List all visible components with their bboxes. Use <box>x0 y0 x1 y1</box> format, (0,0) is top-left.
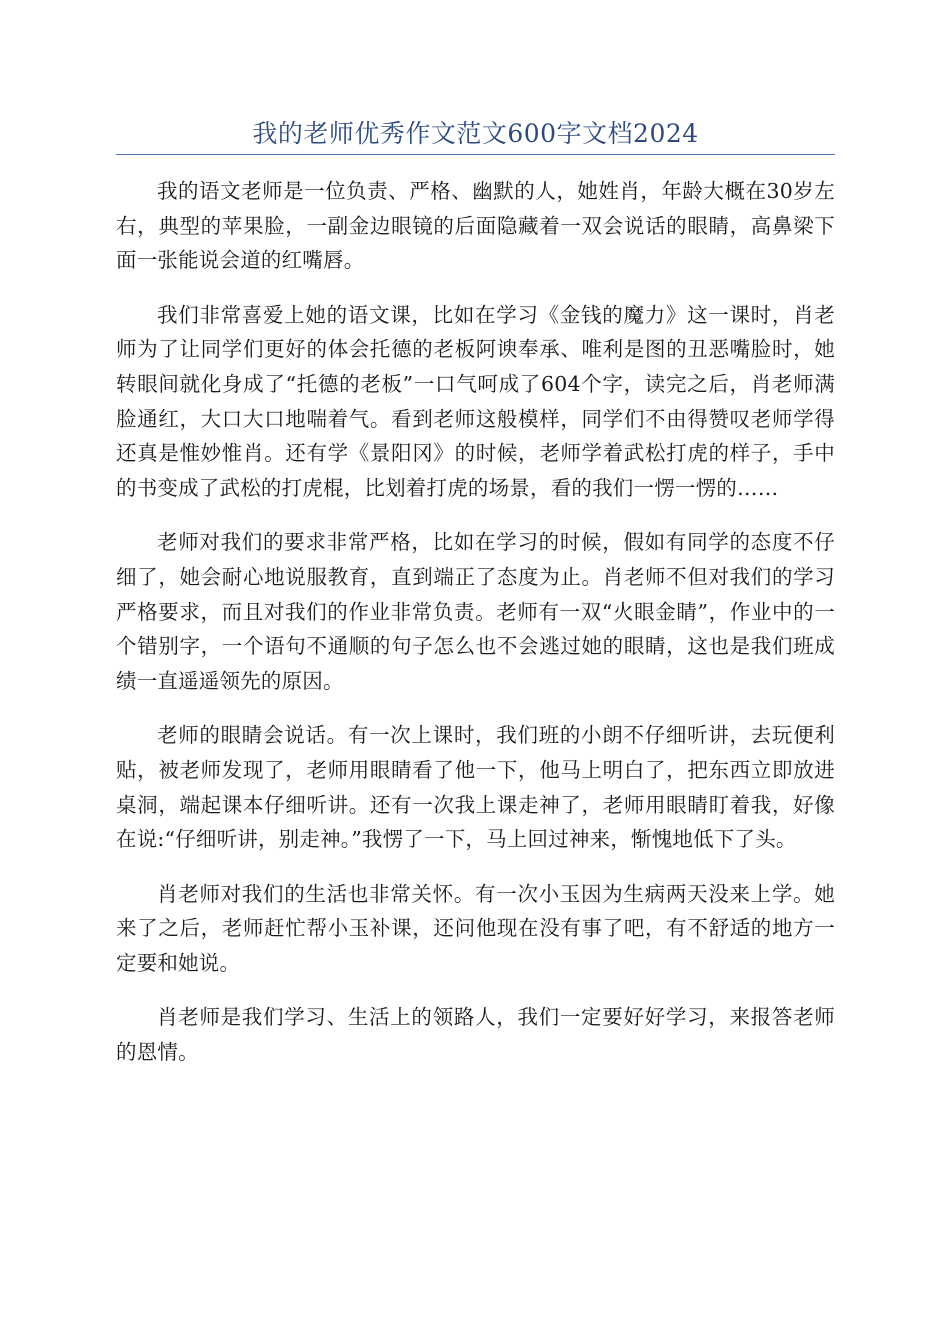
document-title: 我的老师优秀作文范文600字文档2024 <box>252 119 699 148</box>
title-underline <box>116 154 835 155</box>
paragraph-6: 肖老师是我们学习、生活上的领路人，我们一定要好好学习，来报答老师的恩情。 <box>116 1005 835 1065</box>
paragraph-3: 老师对我们的要求非常严格，比如在学习的时候，假如有同学的态度不仔细了，她会耐心地说服教育，直到端正了态度为止。肖老师不但对我们的学习严格要求，而且对我们的作业非常负责。老师有一双“火眼金睛”，作业中的一个错别字，一个语句不通顺的句子怎么也不会逃过她的眼睛，这也是我们班成绩一直遥遥领先的原因。 <box>116 530 835 693</box>
paragraph-1: 我的语文老师是一位负责、严格、幽默的人，她姓肖，年龄大概在30岁左右，典型的苹果脸，一副金边眼镜的后面隐藏着一双会说话的眼睛，高鼻梁下面一张能说会道的红嘴唇。 <box>116 179 835 273</box>
paragraph-5: 肖老师对我们的生活也非常关怀。有一次小玉因为生病两天没来上学。她来了之后，老师赶忙帮小玉补课，还问他现在没有事了吧，有不舒适的地方一定要和她说。 <box>116 881 835 975</box>
paragraph-4: 老师的眼睛会说话。有一次上课时，我们班的小朗不仔细听讲，去玩便利贴，被老师发现了，老师用眼睛看了他一下，他马上明白了，把东西立即放进桌洞，端起课本仔细听讲。还有一次我上课走神了，老师用眼睛盯着我，好像在说:“仔细听讲，别走神。”我愣了一下，马上回过神来，惭愧地低下了头。 <box>116 723 835 852</box>
document-body <box>116 174 835 1090</box>
paragraph-2: 我们非常喜爱上她的语文课，比如在学习《金钱的魔力》这一课时，肖老师为了让同学们更好的体会托德的老板阿谀奉承、唯利是图的丑恶嘴脸时，她转眼间就化身成了“托德的老板”一口气呵成了604个字，读完之后，肖老师满脸通红，大口大口地喘着气。看到老师这般模样，同学们不由得赞叹老师学得还真是惟妙惟肖。还有学《景阳冈》的时候，老师学着武松打虎的样子，手中的书变成了武松的打虎棍，比划着打虎的场景，看的我们一愣一愣的…… <box>116 302 835 500</box>
